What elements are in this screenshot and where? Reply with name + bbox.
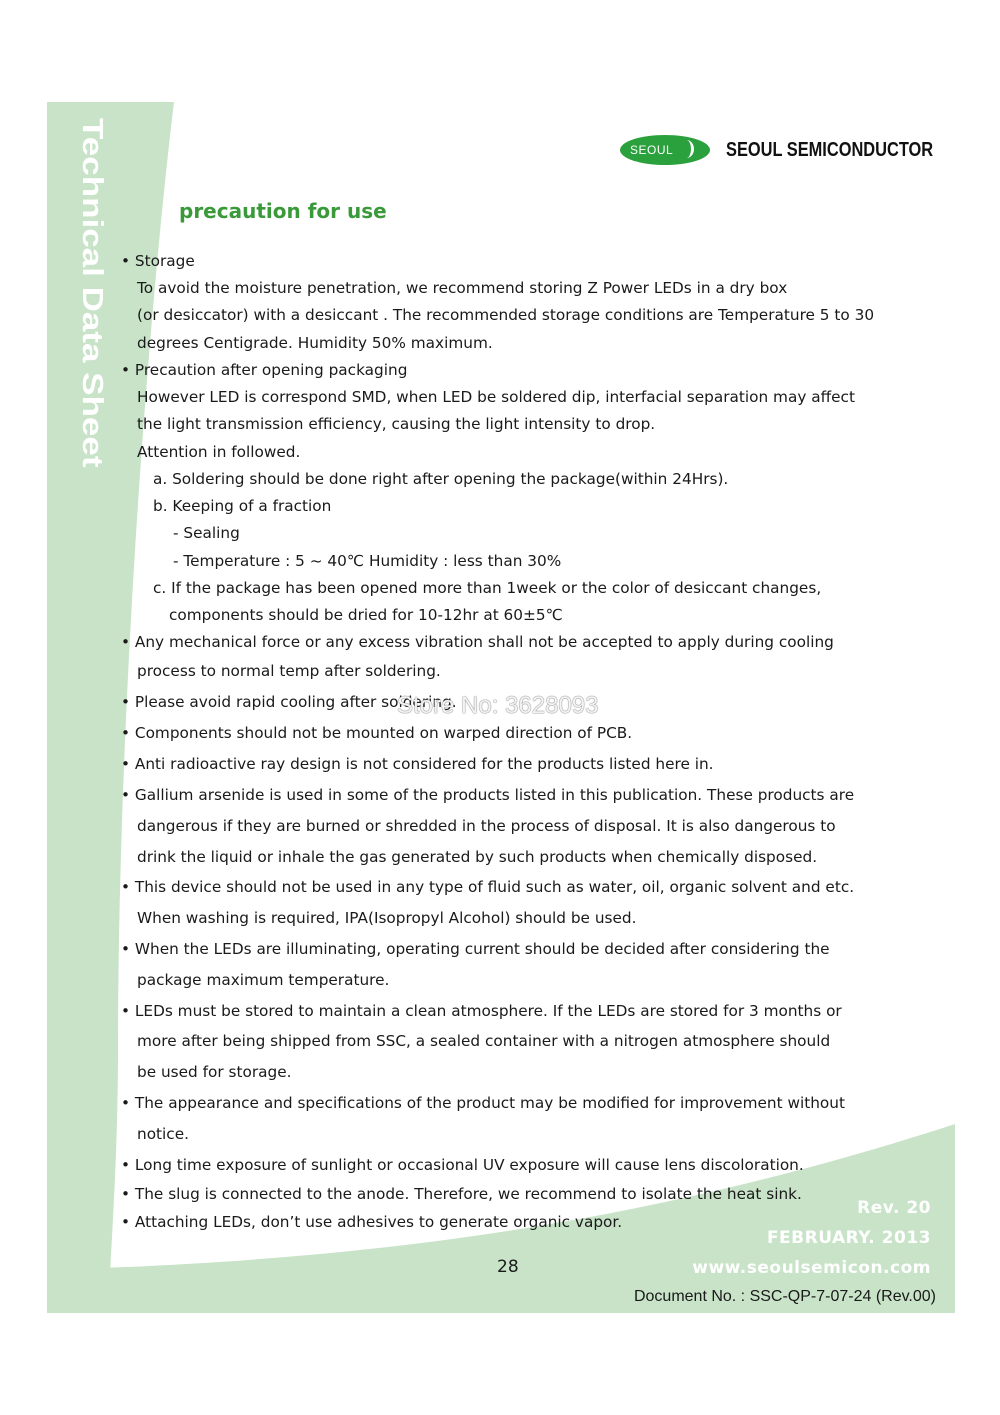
text-line: • Long time exposure of sunlight or occasional UV exposure will cause lens discoloration. (121, 1156, 804, 1174)
text-line: • The appearance and specifications of the product may be modified for improvement without (121, 1094, 845, 1112)
text-line: a. Soldering should be done right after opening the package(within 24Hrs). (153, 470, 729, 488)
text-line: • Attaching LEDs, don’t use adhesives to generate organic vapor. (121, 1213, 623, 1231)
text-line: • The slug is connected to the anode. Therefore, we recommend to isolate the heat sink. (121, 1185, 802, 1203)
section-title: precaution for use (179, 199, 387, 223)
text-line: • This device should not be used in any type of fluid such as water, oil, organic solvent and etc. (121, 878, 855, 896)
text-line: b. Keeping of a fraction (153, 497, 332, 515)
text-line: • Storage (121, 252, 195, 270)
text-line: dangerous if they are burned or shredded in the process of disposal. It is also dangerous to (137, 817, 836, 835)
company-name: SEOUL SEMICONDUCTOR (726, 138, 934, 161)
text-line: However LED is correspond SMD, when LED be soldered dip, interfacial separation may affect (137, 388, 855, 406)
page-number: 28 (497, 1257, 519, 1277)
text-line: Attention in followed. (137, 443, 301, 461)
text-line: To avoid the moisture penetration, we recommend storing Z Power LEDs in a dry box (137, 279, 788, 297)
text-line: package maximum temperature. (137, 971, 390, 989)
text-line: • Any mechanical force or any excess vibration shall not be accepted to apply during cooling (121, 633, 834, 651)
text-line: more after being shipped from SSC, a sealed container with a nitrogen atmosphere should (137, 1032, 831, 1050)
text-line: • Precaution after opening packaging (121, 361, 408, 379)
sidebar-title: Technical Data Sheet (76, 118, 109, 468)
text-line: - Temperature : 5 ~ 40℃ Humidity : less than 30% (173, 552, 562, 570)
text-line: c. If the package has been opened more than 1week or the color of desiccant changes, (153, 579, 822, 597)
text-line: • Anti radioactive ray design is not considered for the products listed here in. (121, 755, 714, 773)
date-label: FEBRUARY. 2013 (766, 1228, 931, 1248)
text-line: process to normal temp after soldering. (137, 662, 441, 680)
text-line: - Sealing (173, 524, 240, 542)
text-line: components should be dried for 10-12hr at 60±5℃ (169, 606, 563, 624)
document-number: Document No. : SSC-QP-7-07-24 (Rev.00) (633, 1288, 936, 1305)
text-line: • When the LEDs are illuminating, operating current should be decided after considering the (121, 940, 830, 958)
text-line: When washing is required, IPA(Isopropyl Alcohol) should be used. (137, 909, 637, 927)
text-line: • LEDs must be stored to maintain a clean atmosphere. If the LEDs are stored for 3 months or (121, 1002, 842, 1020)
text-line: • Gallium arsenide is used in some of the products listed in this publication. These products are (121, 786, 855, 804)
text-line: be used for storage. (137, 1063, 292, 1081)
text-line: • Components should not be mounted on warped direction of PCB. (121, 724, 633, 742)
text-line: (or desiccator) with a desiccant . The recommended storage conditions are Temperature 5 to 30 (137, 306, 875, 324)
logo-badge-text: SEOUL (630, 143, 674, 157)
text-line: • Please avoid rapid cooling after soldering. (121, 693, 457, 711)
website-link[interactable]: www.seoulsemicon.com (692, 1258, 931, 1278)
text-line: notice. (137, 1125, 189, 1143)
text-line: the light transmission efficiency, causing the light intensity to drop. (137, 415, 656, 433)
revision-label: Rev. 20 (857, 1198, 931, 1218)
text-line: degrees Centigrade. Humidity 50% maximum. (137, 334, 493, 352)
text-line: drink the liquid or inhale the gas generated by such products when chemically disposed. (137, 848, 818, 866)
store-watermark: Store No: 3628093 (397, 692, 599, 719)
